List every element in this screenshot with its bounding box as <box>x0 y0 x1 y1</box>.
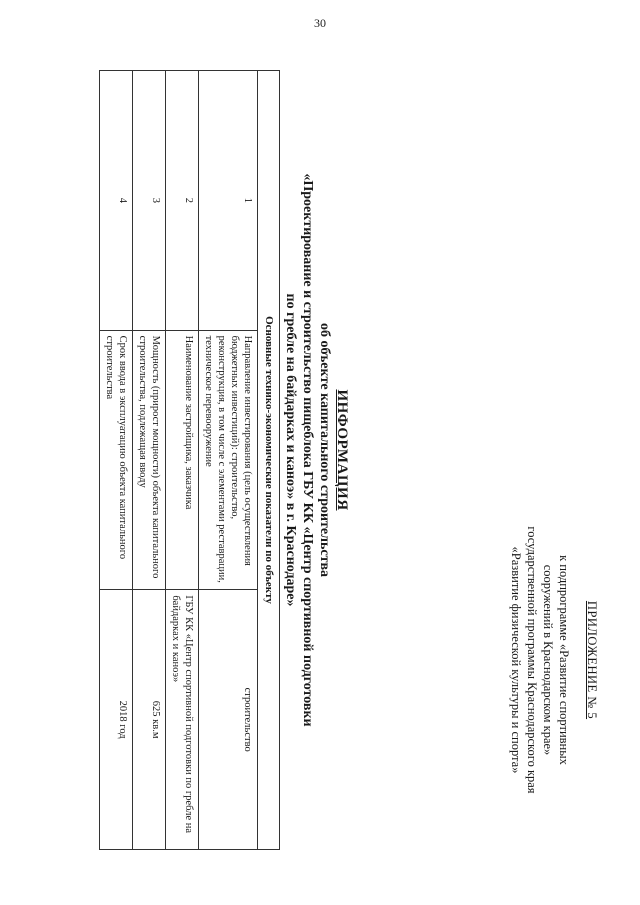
appendix-line: «Развитие физической культуры и спорта» <box>509 546 523 774</box>
row-number: 4 <box>100 71 133 331</box>
table-row <box>100 71 133 850</box>
row-parameter: Направление инвестирования (цель осуществления бюджетных инвестиций): строительство, реконструкция, в том числе с элементами реставрации, техническое перевооружение <box>199 330 258 590</box>
document-title <box>282 100 350 800</box>
rotated-landscape-content <box>40 40 600 860</box>
row-parameter: Мощность (прирост мощности) объекта капитального строительства, подлежащая вводу <box>133 330 166 590</box>
title-main: ИНФОРМАЦИЯ <box>334 389 350 511</box>
appendix-line: к подпрограмме «Развитие спортивных <box>557 555 571 765</box>
row-value: 2018 год <box>100 590 133 850</box>
row-value: строительство <box>199 590 258 850</box>
row-parameter: Наименование застройщика, заказчика <box>166 330 199 590</box>
table-header-row <box>258 71 280 850</box>
table-header: Основные технико-экономические показатели по объекту <box>258 71 280 850</box>
table-row <box>199 71 258 850</box>
table-row <box>133 71 166 850</box>
appendix-block <box>508 480 600 840</box>
row-value: ГБУ КК «Центр спортивной подготовки по гребле на байдарках и каноэ» <box>166 590 199 850</box>
appendix-line: государственной программы Краснодарского края <box>525 526 539 794</box>
row-number: 2 <box>166 71 199 331</box>
title-line: об объекте капитального строительства <box>317 322 332 578</box>
appendix-heading: ПРИЛОЖЕНИЕ № 5 <box>585 600 599 720</box>
title-line: «Проектирование и строительство пищеблока ГБУ КК «Центр спортивной подготовки <box>300 173 315 727</box>
row-number: 3 <box>133 71 166 331</box>
indicators-table <box>99 70 280 850</box>
title-line: по гребле на байдарках и каноэ» в г. Краснодаре» <box>283 293 298 607</box>
appendix-line: сооружений в Краснодарском крае» <box>541 564 555 756</box>
row-value: 625 кв.м <box>133 590 166 850</box>
row-number: 1 <box>199 71 258 331</box>
row-parameter: Срок ввода в эксплуатацию объекта капитального строительства <box>100 330 133 590</box>
table-row <box>166 71 199 850</box>
page-number: 30 <box>314 16 326 30</box>
